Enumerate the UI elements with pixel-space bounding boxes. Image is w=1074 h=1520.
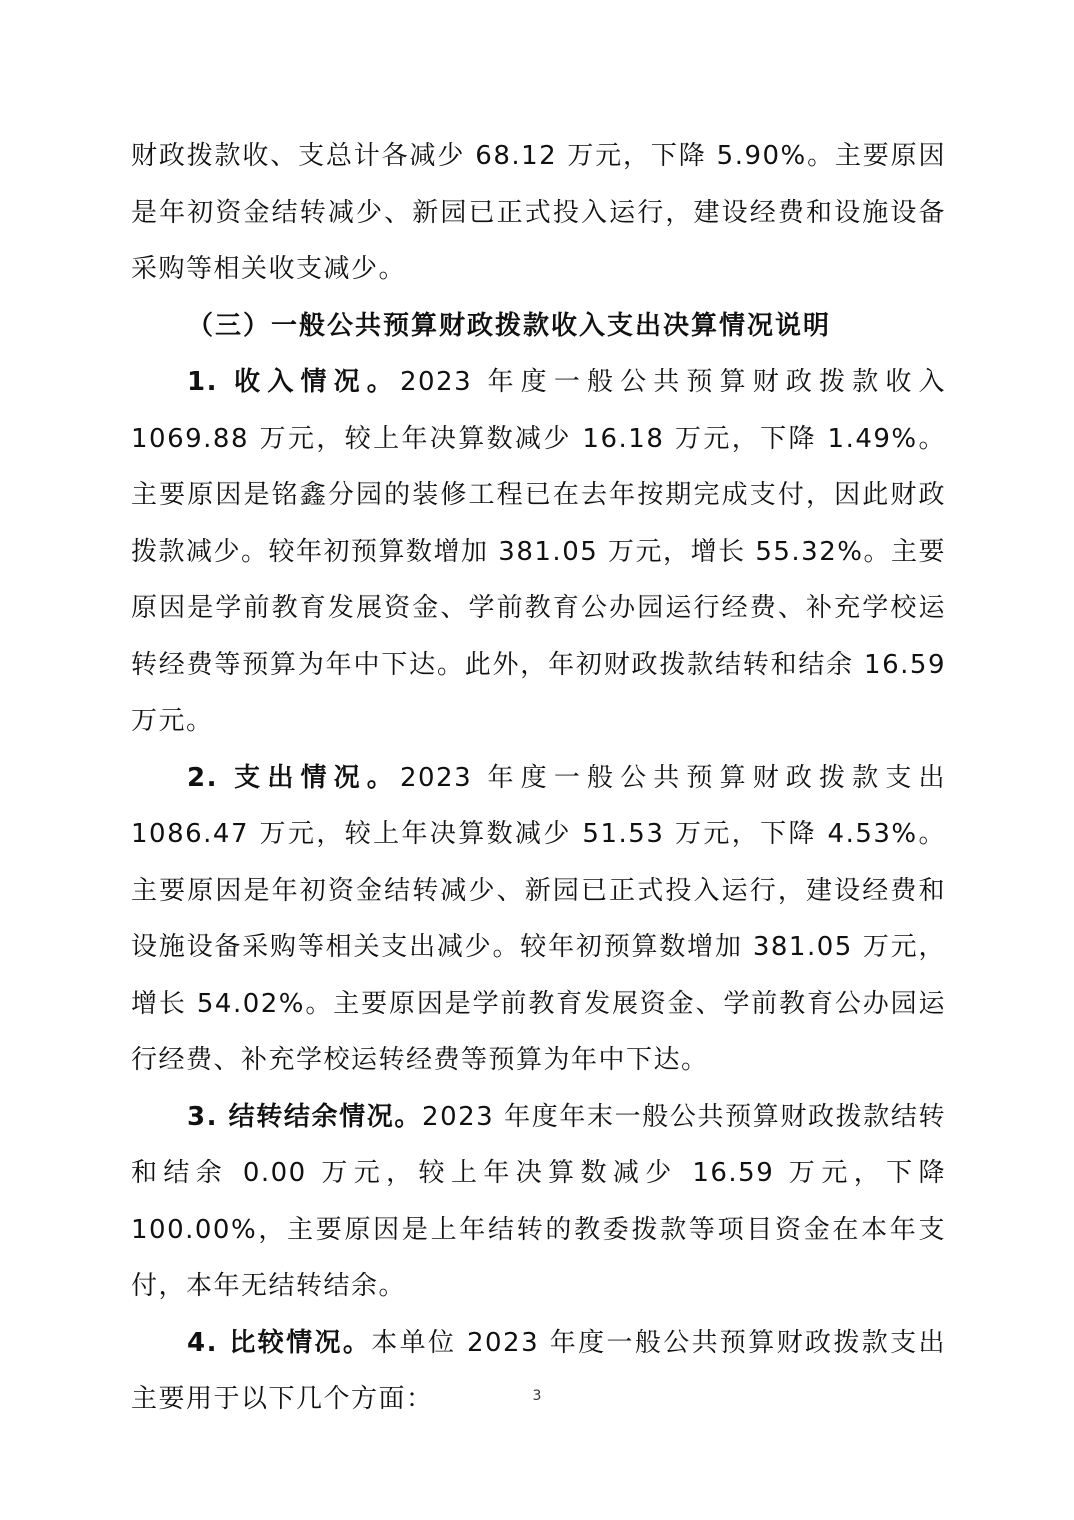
item-expenditure-lead: 2. 支出情况。 — [187, 762, 400, 793]
item-comparison-text: 本单位 2023 年度一般公共预算财政拨款支出主要用于以下几个方面： — [131, 1327, 946, 1414]
item-income — [131, 354, 946, 750]
item-expenditure-text: 2023 年度一般公共预算财政拨款支出 1086.47 万元，较上年决算数减少 51.53 万元，下降 4.53%。主要原因是年初资金结转减少、新园已正式投入运行，建设经费和设施设备采购等相关支出减少。较年初预算数增加 381.05 万元，增长 54.02%。主要原因是学前教育发展资金、学前教育公办园运行经费、补充学校运转经费等预算为年中下达。 — [131, 762, 946, 1075]
item-income-text: 2023 年度一般公共预算财政拨款收入 1069.88 万元，较上年决算数减少 16.18 万元，下降 1.49%。主要原因是铭鑫分园的装修工程已在去年按期完成支付，因此财政拨款减少。较年初预算数增加 381.05 万元，增长 55.32%。主要原因是学前教育发展资金、学前教育公办园运行经费、补充学校运转经费等预算为年中下达。此外，年初财政拨款结转和结余 16.59 万元。 — [131, 367, 946, 736]
item-expenditure — [131, 750, 946, 1089]
item-income-lead: 1. 收入情况。 — [187, 367, 400, 397]
item-carryover — [131, 1089, 946, 1315]
intro-paragraph — [131, 128, 946, 298]
section-heading: （三）一般公共预算财政拨款收入支出决算情况说明 — [187, 310, 832, 341]
item-carryover-text: 2023 年度年末一般公共预算财政拨款结转和结余 0.00 万元，较上年决算数减少 16.59 万元，下降 100.00%，主要原因是上年结转的教委拨款等项目资金在本年支付，本年无结转结余。 — [131, 1101, 946, 1301]
item-comparison — [131, 1315, 946, 1428]
intro-paragraph-text: 财政拨款收、支总计各减少 68.12 万元，下降 5.90%。主要原因是年初资金结转减少、新园已正式投入运行，建设经费和设施设备采购等相关收支减少。 — [131, 141, 946, 284]
document-body — [131, 128, 946, 1428]
item-carryover-lead: 3. 结转结余情况。 — [187, 1101, 423, 1132]
item-comparison-lead: 4. 比较情况。 — [187, 1327, 372, 1358]
page-number: 3 — [532, 1388, 542, 1404]
